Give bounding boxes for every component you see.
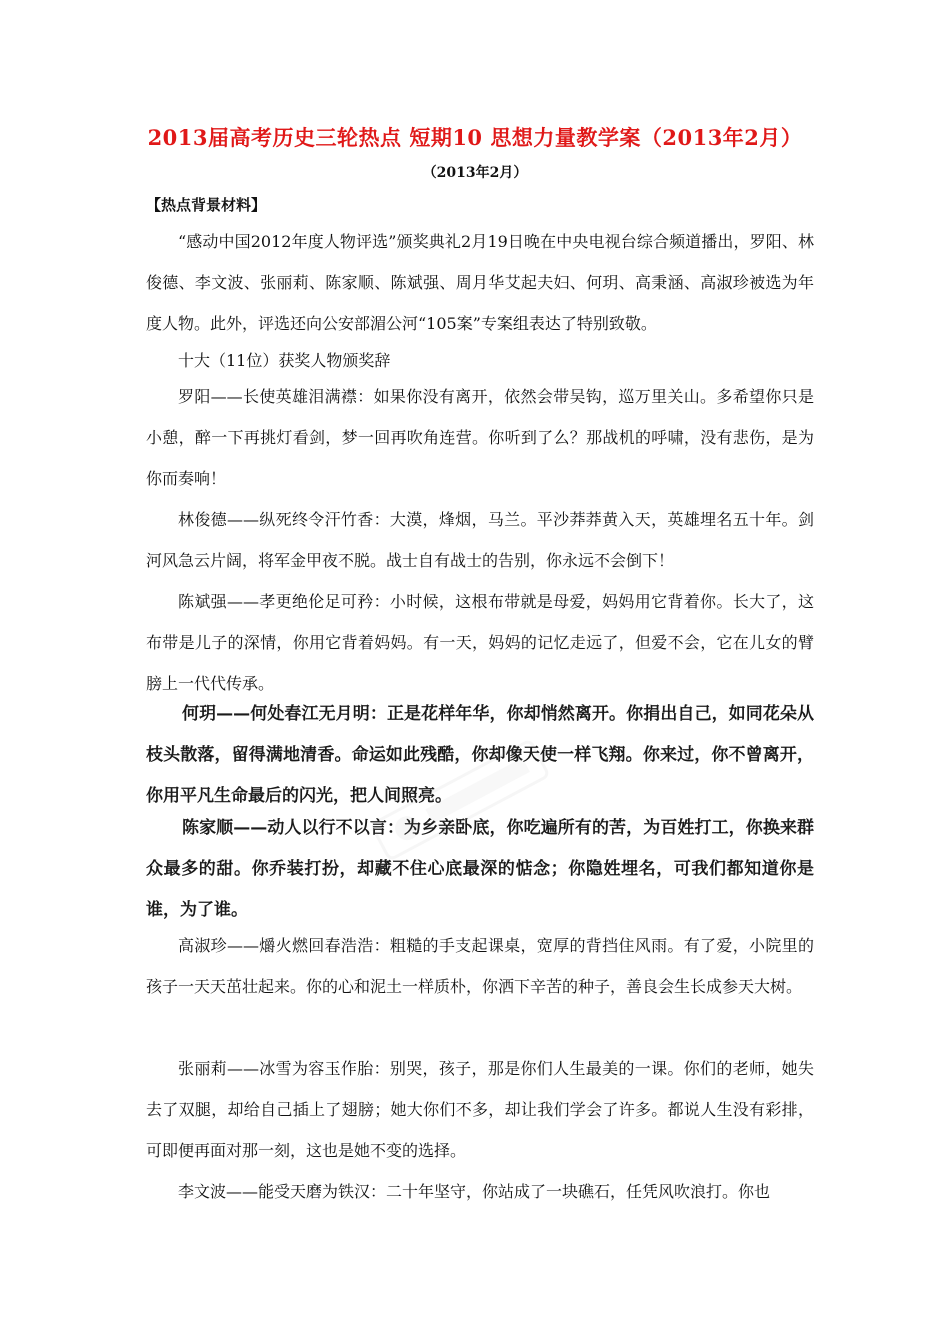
award-paragraph-luoyang: 罗阳——长使英雄泪满襟：如果你没有离开，依然会带吴钩，巡万里关山。多希望你只是小憩，醉一下再挑灯看剑，梦一回再吹角连营。你听到了么？那战机的呼啸，没有悲伤，是为你而奏响！ — [146, 387, 814, 488]
document-title: 2013届高考历史三轮热点 短期10 思想力量教学案（2013年2月） — [147, 125, 803, 150]
award-paragraph-chenjiashun: 陈家顺——动人以行不以言：为乡亲卧底，你吃遍所有的苦，为百姓打工，你换来群众最多的甜。你乔装打扮，却藏不住心底最深的惦念；你隐姓埋名，可我们都知道你是谁，为了谁。 — [146, 818, 814, 920]
award-paragraph-liwenbo: 李文波——能受天磨为铁汉：二十年坚守，你站成了一块礁石，任凭风吹浪打。你也 — [178, 1182, 771, 1201]
award-paragraph-zhanglili: 张丽莉——冰雪为容玉作胎：别哭，孩子，那是你们人生最美的一课。你们的老师，她失去了双腿，却给自己插上了翅膀；她大你们不多，却让我们学会了许多。都说人生没有彩排，可即便再面对那一刻，这也是她不变的选择。 — [146, 1059, 814, 1160]
document-subtitle: （2013年2月） — [422, 165, 528, 181]
award-list-heading: 十大（11位）获奖人物颁奖辞 — [178, 351, 391, 370]
award-paragraph-heyue: 何玥——何处春江无月明：正是花样年华，你却悄然离开。你捐出自己，如同花朵从枝头散落，留得满地清香。命运如此残酷，你却像天使一样飞翔。你来过，你不曾离开，你用平凡生命最后的闪光，把人间照亮。 — [146, 704, 814, 806]
intro-paragraph: “感动中国2012年度人物评选”颁奖典礼2月19日晚在中央电视台综合频道播出，罗阳、林俊德、李文波、张丽莉、陈家顺、陈斌强、周月华艾起夫妇、何玥、高秉涵、高淑珍被选为年度人物。此外，评选还向公安部湄公河“105案”专案组表达了特别致敬。 — [146, 232, 814, 333]
section-heading: 【热点背景材料】 — [146, 196, 267, 214]
award-paragraph-gaoshuzhen: 高淑珍——爝火燃回春浩浩：粗糙的手支起课桌，宽厚的背挡住风雨。有了爱，小院里的孩子一天天茁壮起来。你的心和泥土一样质朴，你洒下辛苦的种子，善良会生长成参天大树。 — [146, 936, 814, 996]
award-paragraph-chenbinqiang: 陈斌强——孝更绝伦足可矜：小时候，这根布带就是母爱，妈妈用它背着你。长大了，这布带是儿子的深情，你用它背着妈妈。有一天，妈妈的记忆走远了，但爱不会，它在儿女的臂膀上一代代传承。 — [146, 592, 814, 693]
award-paragraph-linjunde: 林俊德——纵死终令汗竹香：大漠，烽烟，马兰。平沙莽莽黄入天，英雄埋名五十年。剑河风急云片阔，将军金甲夜不脱。战士自有战士的告别，你永远不会倒下！ — [146, 510, 814, 570]
